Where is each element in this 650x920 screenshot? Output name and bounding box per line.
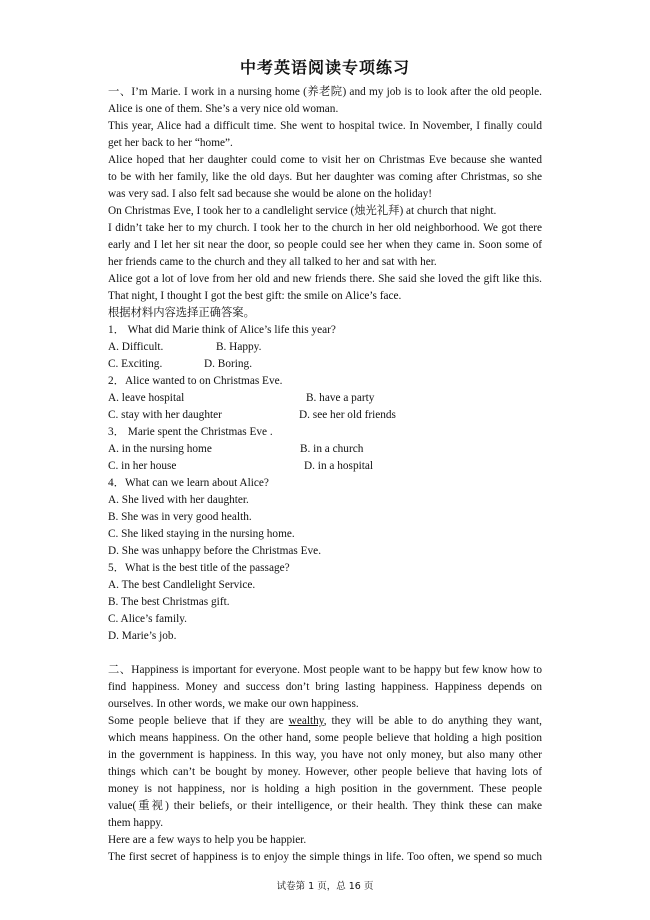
paragraph-line: Here are a few ways to help you be happier. xyxy=(108,834,307,846)
option-a: A. The best Candlelight Service. xyxy=(108,579,256,591)
paragraph-line: ourselves. In other words, we make our own happiness. xyxy=(108,698,359,710)
paragraph-line: get her back to her “home”. xyxy=(108,137,233,149)
option-d: D. Marie’s job. xyxy=(108,630,177,642)
paragraph-line: to be with her family, like the old days. But her daughter was coming after Christmas, so she xyxy=(108,171,542,183)
option-b: B. She was in very good health. xyxy=(108,511,252,523)
section-spacer xyxy=(108,645,542,662)
paragraph-line: I didn’t take her to my church. I took her to the church in her old neighborhood. We got there xyxy=(108,222,542,234)
paragraph-line: 一、I’m Marie. I work in a nursing home (养老院) and my job is to look after the old people. xyxy=(108,86,542,98)
question-4 xyxy=(108,475,542,560)
option-b: B. in a church xyxy=(300,443,364,455)
question-5 xyxy=(108,560,542,645)
paragraph-line: which means happiness. On the other hand, some people believe that holding a high position xyxy=(108,732,542,744)
paragraph-line: value(重视) their beliefs, or their intelligence, or their health. They think these can make xyxy=(108,800,542,812)
option-d: D. She was unhappy before the Christmas Eve. xyxy=(108,545,322,557)
paragraph-line: find happiness. Money and success don’t bring lasting happiness. Happiness depends on xyxy=(108,681,542,693)
option-d: D. in a hospital xyxy=(304,460,374,472)
question-1 xyxy=(108,322,542,373)
option-d: D. Boring. xyxy=(204,358,253,370)
paragraph-line: Alice hoped that her daughter could come to visit her on Christmas Eve because she wanted xyxy=(108,154,542,166)
option-a: A. Difficult. xyxy=(108,341,164,353)
option-a: A. She lived with her daughter. xyxy=(108,494,249,506)
question-stem: 2．Alice wanted to on Christmas Eve. xyxy=(108,375,283,387)
paragraph-line: them happy. xyxy=(108,817,164,829)
paragraph-line: 二、Happiness is important for everyone. Most people want to be happy but few know how to xyxy=(108,664,542,676)
paragraph-line: things which can’t be bought by money. However, other people believe that having lots of xyxy=(108,766,542,778)
passage-2 xyxy=(108,662,542,866)
option-c: C. Exciting. xyxy=(108,358,163,370)
question-stem: 1． What did Marie think of Alice’s life this year? xyxy=(108,324,336,336)
question-stem: 3． Marie spent the Christmas Eve . xyxy=(108,426,273,438)
paragraph-line: her friends came to the church and they all talked to her and sat with her. xyxy=(108,256,437,268)
page-title: 中考英语阅读专项练习 xyxy=(239,58,410,77)
paragraph-line: Alice is one of them. She’s a very nice old woman. xyxy=(108,103,339,115)
question-3 xyxy=(108,424,542,475)
option-b: B. Happy. xyxy=(216,341,262,353)
option-c: C. She liked staying in the nursing home. xyxy=(108,528,295,540)
page-footer: 试卷第 1 页，总 16 页 xyxy=(276,881,374,892)
instruction-text: 根据材料内容选择正确答案。 xyxy=(108,307,255,319)
text-span: Some people believe that if they are xyxy=(108,715,289,727)
paragraph-line: That night, I thought I got the best gift: the smile on Alice’s face. xyxy=(108,290,402,302)
option-c: C. in her house xyxy=(108,460,177,472)
option-c: C. Alice’s family. xyxy=(108,613,187,625)
option-b: B. The best Christmas gift. xyxy=(108,596,230,608)
paragraph-line: money is not happiness, nor is holding a high position in the government. These people xyxy=(108,783,542,795)
question-2 xyxy=(108,373,542,424)
option-a: A. leave hospital xyxy=(108,392,185,404)
passage-1 xyxy=(108,84,542,322)
text-span: , they will be able to do anything they want, xyxy=(323,715,542,727)
option-b: B. have a party xyxy=(306,392,375,404)
underlined-word: wealthy xyxy=(288,715,324,727)
paragraph-line: Alice got a lot of love from her old and new friends there. She said she loved the gift like this. xyxy=(108,273,542,285)
document-body xyxy=(108,84,542,866)
question-stem: 5．What is the best title of the passage? xyxy=(108,562,290,574)
option-a: A. in the nursing home xyxy=(108,443,212,455)
paragraph-line xyxy=(108,713,542,730)
paragraph-line: early and I let her sit near the door, so people could see her when they came in. Soon some of xyxy=(108,239,542,251)
option-c: C. stay with her daughter xyxy=(108,409,222,421)
question-stem: 4．What can we learn about Alice? xyxy=(108,477,269,489)
paragraph-line: The first secret of happiness is to enjoy the simple things in life. Too often, we spend so much xyxy=(108,851,542,863)
paragraph-line: This year, Alice had a difficult time. She went to hospital twice. In November, I finally could xyxy=(108,120,542,132)
paragraph-line: in the government is happiness. In this way, you have not only money, but also many other xyxy=(108,749,542,761)
paragraph-line: was very sad. I also felt sad because she would be alone on the holiday! xyxy=(108,188,433,200)
option-d: D. see her old friends xyxy=(299,409,396,421)
paragraph-line: On Christmas Eve, I took her to a candlelight service (烛光礼拜) at church that night. xyxy=(108,205,497,217)
